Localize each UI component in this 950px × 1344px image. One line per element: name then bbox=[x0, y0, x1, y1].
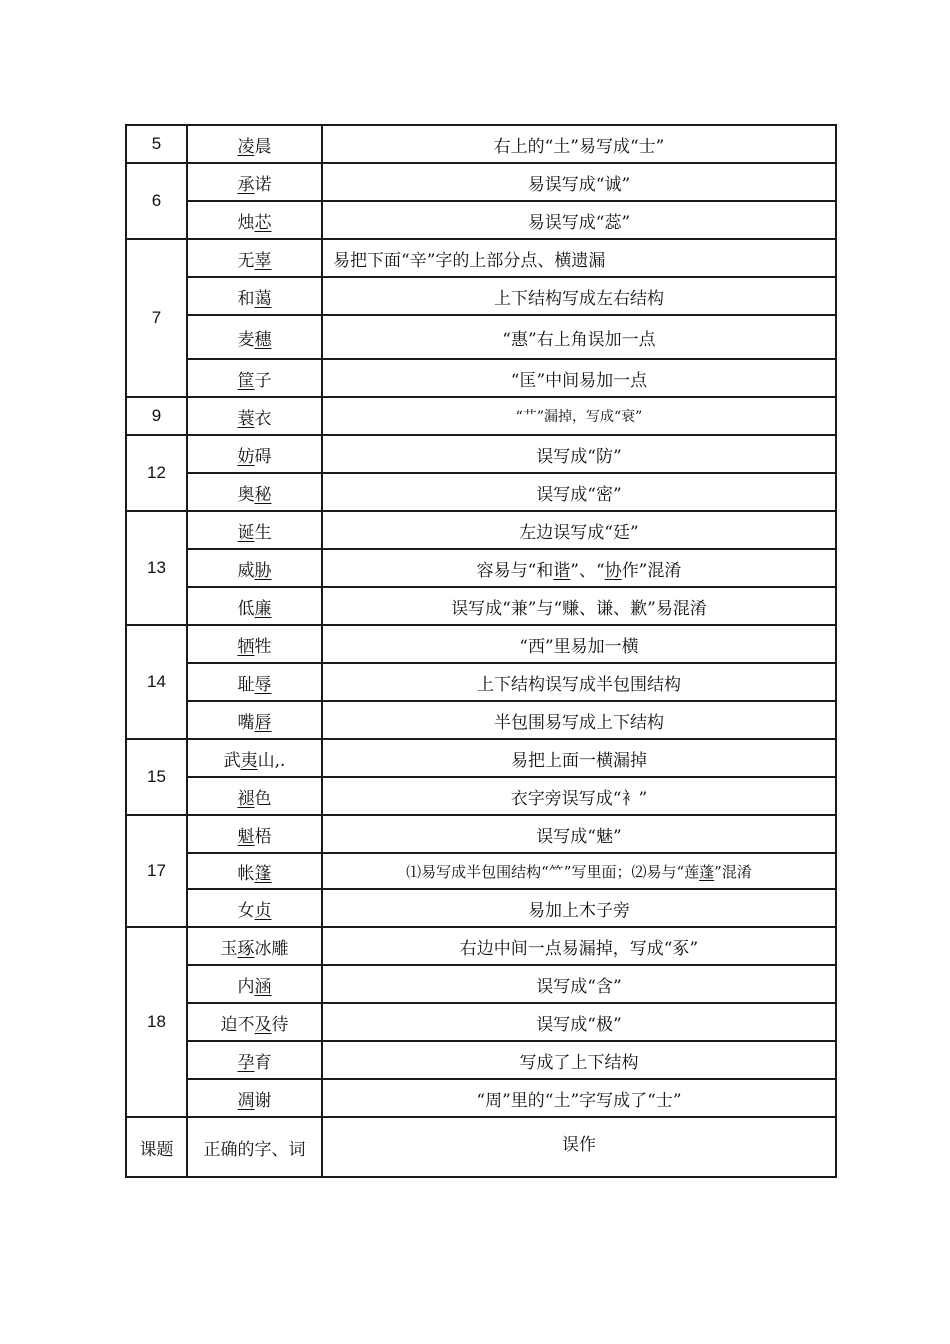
correct-word: 蓑衣 bbox=[187, 397, 322, 435]
correct-word: 玉琢冰雕 bbox=[187, 927, 322, 965]
table-row bbox=[126, 511, 836, 549]
table-row bbox=[126, 1041, 836, 1079]
lesson-number: 18 bbox=[126, 927, 187, 1117]
header-row bbox=[126, 1117, 836, 1177]
error-note: “惠”右上角误加一点 bbox=[322, 315, 836, 359]
correct-word: 妨碍 bbox=[187, 435, 322, 473]
error-note: 右边中间一点易漏掉，写成“豖” bbox=[322, 927, 836, 965]
correct-word: 无辜 bbox=[187, 239, 322, 277]
correct-word: 帐篷 bbox=[187, 853, 322, 889]
table-row bbox=[126, 777, 836, 815]
table-row bbox=[126, 473, 836, 511]
error-note: 右上的“土”易写成“士” bbox=[322, 125, 836, 163]
correct-word: 褪色 bbox=[187, 777, 322, 815]
table-row bbox=[126, 163, 836, 201]
lesson-number: 5 bbox=[126, 125, 187, 163]
lesson-number: 9 bbox=[126, 397, 187, 435]
header-lesson: 课题 bbox=[126, 1117, 187, 1177]
error-note: 衣字旁误写成“衤” bbox=[322, 777, 836, 815]
table-row bbox=[126, 435, 836, 473]
correct-word: 烛芯 bbox=[187, 201, 322, 239]
table-row bbox=[126, 125, 836, 163]
error-note: 误写成“密” bbox=[322, 473, 836, 511]
correct-word: 女贞 bbox=[187, 889, 322, 927]
error-note: “匡”中间易加一点 bbox=[322, 359, 836, 397]
correct-word: 低廉 bbox=[187, 587, 322, 625]
error-note: 左边误写成“廷” bbox=[322, 511, 836, 549]
lesson-number: 6 bbox=[126, 163, 187, 239]
table-row bbox=[126, 239, 836, 277]
table-row bbox=[126, 587, 836, 625]
correct-word: 承诺 bbox=[187, 163, 322, 201]
error-note: 易加上木子旁 bbox=[322, 889, 836, 927]
error-note: 上下结构写成左右结构 bbox=[322, 277, 836, 315]
table-row bbox=[126, 663, 836, 701]
table-row bbox=[126, 927, 836, 965]
table-row bbox=[126, 397, 836, 435]
header-error: 误作 bbox=[322, 1117, 836, 1177]
table-row bbox=[126, 315, 836, 359]
correct-word: 和蔼 bbox=[187, 277, 322, 315]
lesson-number: 17 bbox=[126, 815, 187, 927]
correct-word: 凋谢 bbox=[187, 1079, 322, 1117]
table-row bbox=[126, 739, 836, 777]
table-row bbox=[126, 549, 836, 587]
correct-word: 牺牲 bbox=[187, 625, 322, 663]
correct-word: 耻辱 bbox=[187, 663, 322, 701]
table-row bbox=[126, 1003, 836, 1041]
lesson-number: 14 bbox=[126, 625, 187, 739]
correct-word: 麦穗 bbox=[187, 315, 322, 359]
correct-word: 魁梧 bbox=[187, 815, 322, 853]
error-note: 易把下面“辛”字的上部分点、横遗漏 bbox=[322, 239, 836, 277]
lesson-number: 12 bbox=[126, 435, 187, 511]
error-note: 易误写成“蕊” bbox=[322, 201, 836, 239]
error-note: 写成了上下结构 bbox=[322, 1041, 836, 1079]
table-row bbox=[126, 965, 836, 1003]
typo-table bbox=[125, 124, 837, 1178]
error-note: 误写成“魅” bbox=[322, 815, 836, 853]
error-note: 容易与“和谐”、“协作”混淆 bbox=[322, 549, 836, 587]
correct-word: 嘴唇 bbox=[187, 701, 322, 739]
correct-word: 威胁 bbox=[187, 549, 322, 587]
lesson-number: 7 bbox=[126, 239, 187, 397]
table-row bbox=[126, 625, 836, 663]
correct-word: 武夷山,. bbox=[187, 739, 322, 777]
correct-word: 奥秘 bbox=[187, 473, 322, 511]
lesson-number: 15 bbox=[126, 739, 187, 815]
error-note: ⑴易写成半包围结构“⺮”写里面；⑵易与“莲蓬”混淆 bbox=[322, 853, 836, 889]
table-row bbox=[126, 201, 836, 239]
correct-word: 孕育 bbox=[187, 1041, 322, 1079]
correct-word: 迫不及待 bbox=[187, 1003, 322, 1041]
correct-word: 诞生 bbox=[187, 511, 322, 549]
table-row bbox=[126, 359, 836, 397]
error-note: 半包围易写成上下结构 bbox=[322, 701, 836, 739]
table-row bbox=[126, 1079, 836, 1117]
error-note: 误写成“防” bbox=[322, 435, 836, 473]
header-word: 正确的字、词 bbox=[187, 1117, 322, 1177]
table-row bbox=[126, 853, 836, 889]
error-note: 易把上面一横漏掉 bbox=[322, 739, 836, 777]
table-row bbox=[126, 889, 836, 927]
error-note: 误写成“极” bbox=[322, 1003, 836, 1041]
table-row bbox=[126, 277, 836, 315]
lesson-number: 13 bbox=[126, 511, 187, 625]
error-note: 上下结构误写成半包围结构 bbox=[322, 663, 836, 701]
error-note: “艹”漏掉，写成“衰” bbox=[322, 397, 836, 435]
table-row bbox=[126, 701, 836, 739]
error-note: “西”里易加一横 bbox=[322, 625, 836, 663]
error-note: 误写成“兼”与“赚、谦、歉”易混淆 bbox=[322, 587, 836, 625]
correct-word: 筐子 bbox=[187, 359, 322, 397]
correct-word: 凌晨 bbox=[187, 125, 322, 163]
table-row bbox=[126, 815, 836, 853]
correct-word: 内涵 bbox=[187, 965, 322, 1003]
error-note: 误写成“含” bbox=[322, 965, 836, 1003]
error-note: “周”里的“土”字写成了“士” bbox=[322, 1079, 836, 1117]
error-note: 易误写成“诚” bbox=[322, 163, 836, 201]
